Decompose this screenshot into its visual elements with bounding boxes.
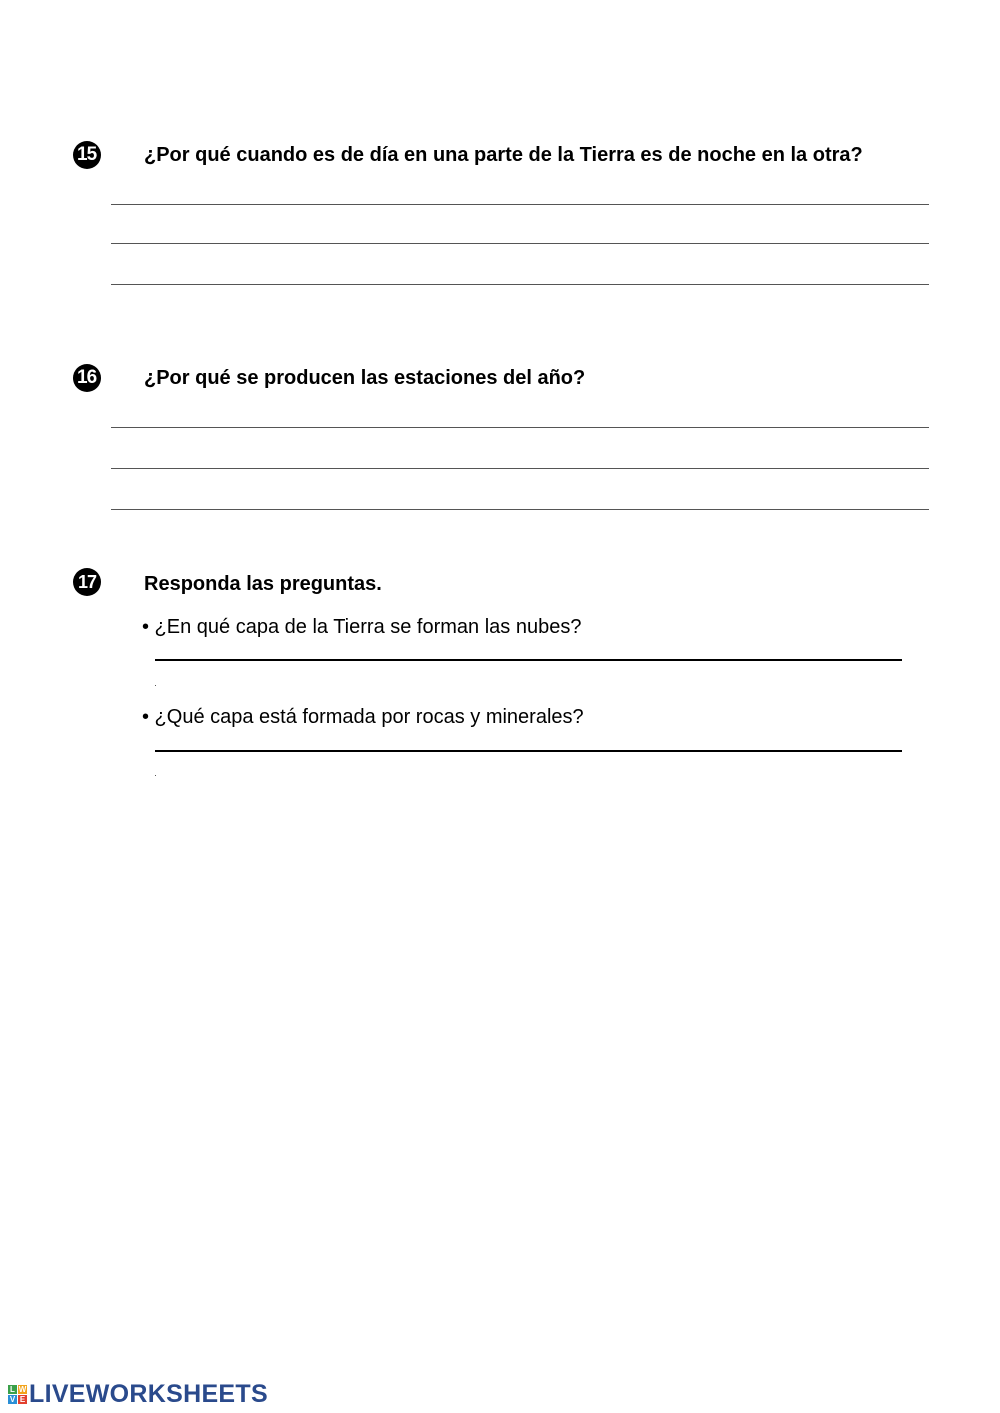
dot-marker <box>155 775 156 776</box>
question-15-number-badge: 15 <box>73 141 101 169</box>
answer-line-16-1[interactable] <box>111 427 929 428</box>
logo-tile: E <box>19 1394 26 1404</box>
answer-line-15-1[interactable] <box>111 204 929 205</box>
answer-line-15-2[interactable] <box>111 243 929 244</box>
answer-field-17-2[interactable] <box>155 750 902 752</box>
brand-name: LIVEWORKSHEETS <box>29 1379 268 1408</box>
answer-field-17-1[interactable] <box>155 659 902 661</box>
logo-tile: L <box>8 1385 17 1394</box>
liveworksheets-logo-icon <box>8 1385 27 1404</box>
footer-brand[interactable] <box>8 1380 268 1408</box>
answer-line-15-3[interactable] <box>111 284 929 285</box>
question-17-text: Responda las preguntas. <box>144 573 382 595</box>
question-16-text: ¿Por qué se producen las estaciones del año? <box>144 367 586 389</box>
dot-marker <box>155 685 156 686</box>
logo-tile: W <box>18 1384 27 1394</box>
sub-question-2: • ¿Qué capa está formada por rocas y minerales? <box>142 706 584 728</box>
answer-line-16-2[interactable] <box>111 468 929 469</box>
question-15-text: ¿Por qué cuando es de día en una parte de la Tierra es de noche en la otra? <box>144 144 863 166</box>
sub-question-1: • ¿En qué capa de la Tierra se forman las nubes? <box>142 616 582 638</box>
question-16-number-badge: 16 <box>73 364 101 392</box>
answer-line-16-3[interactable] <box>111 509 929 510</box>
logo-tile: V <box>9 1394 16 1404</box>
question-17-number-badge: 17 <box>73 568 101 596</box>
